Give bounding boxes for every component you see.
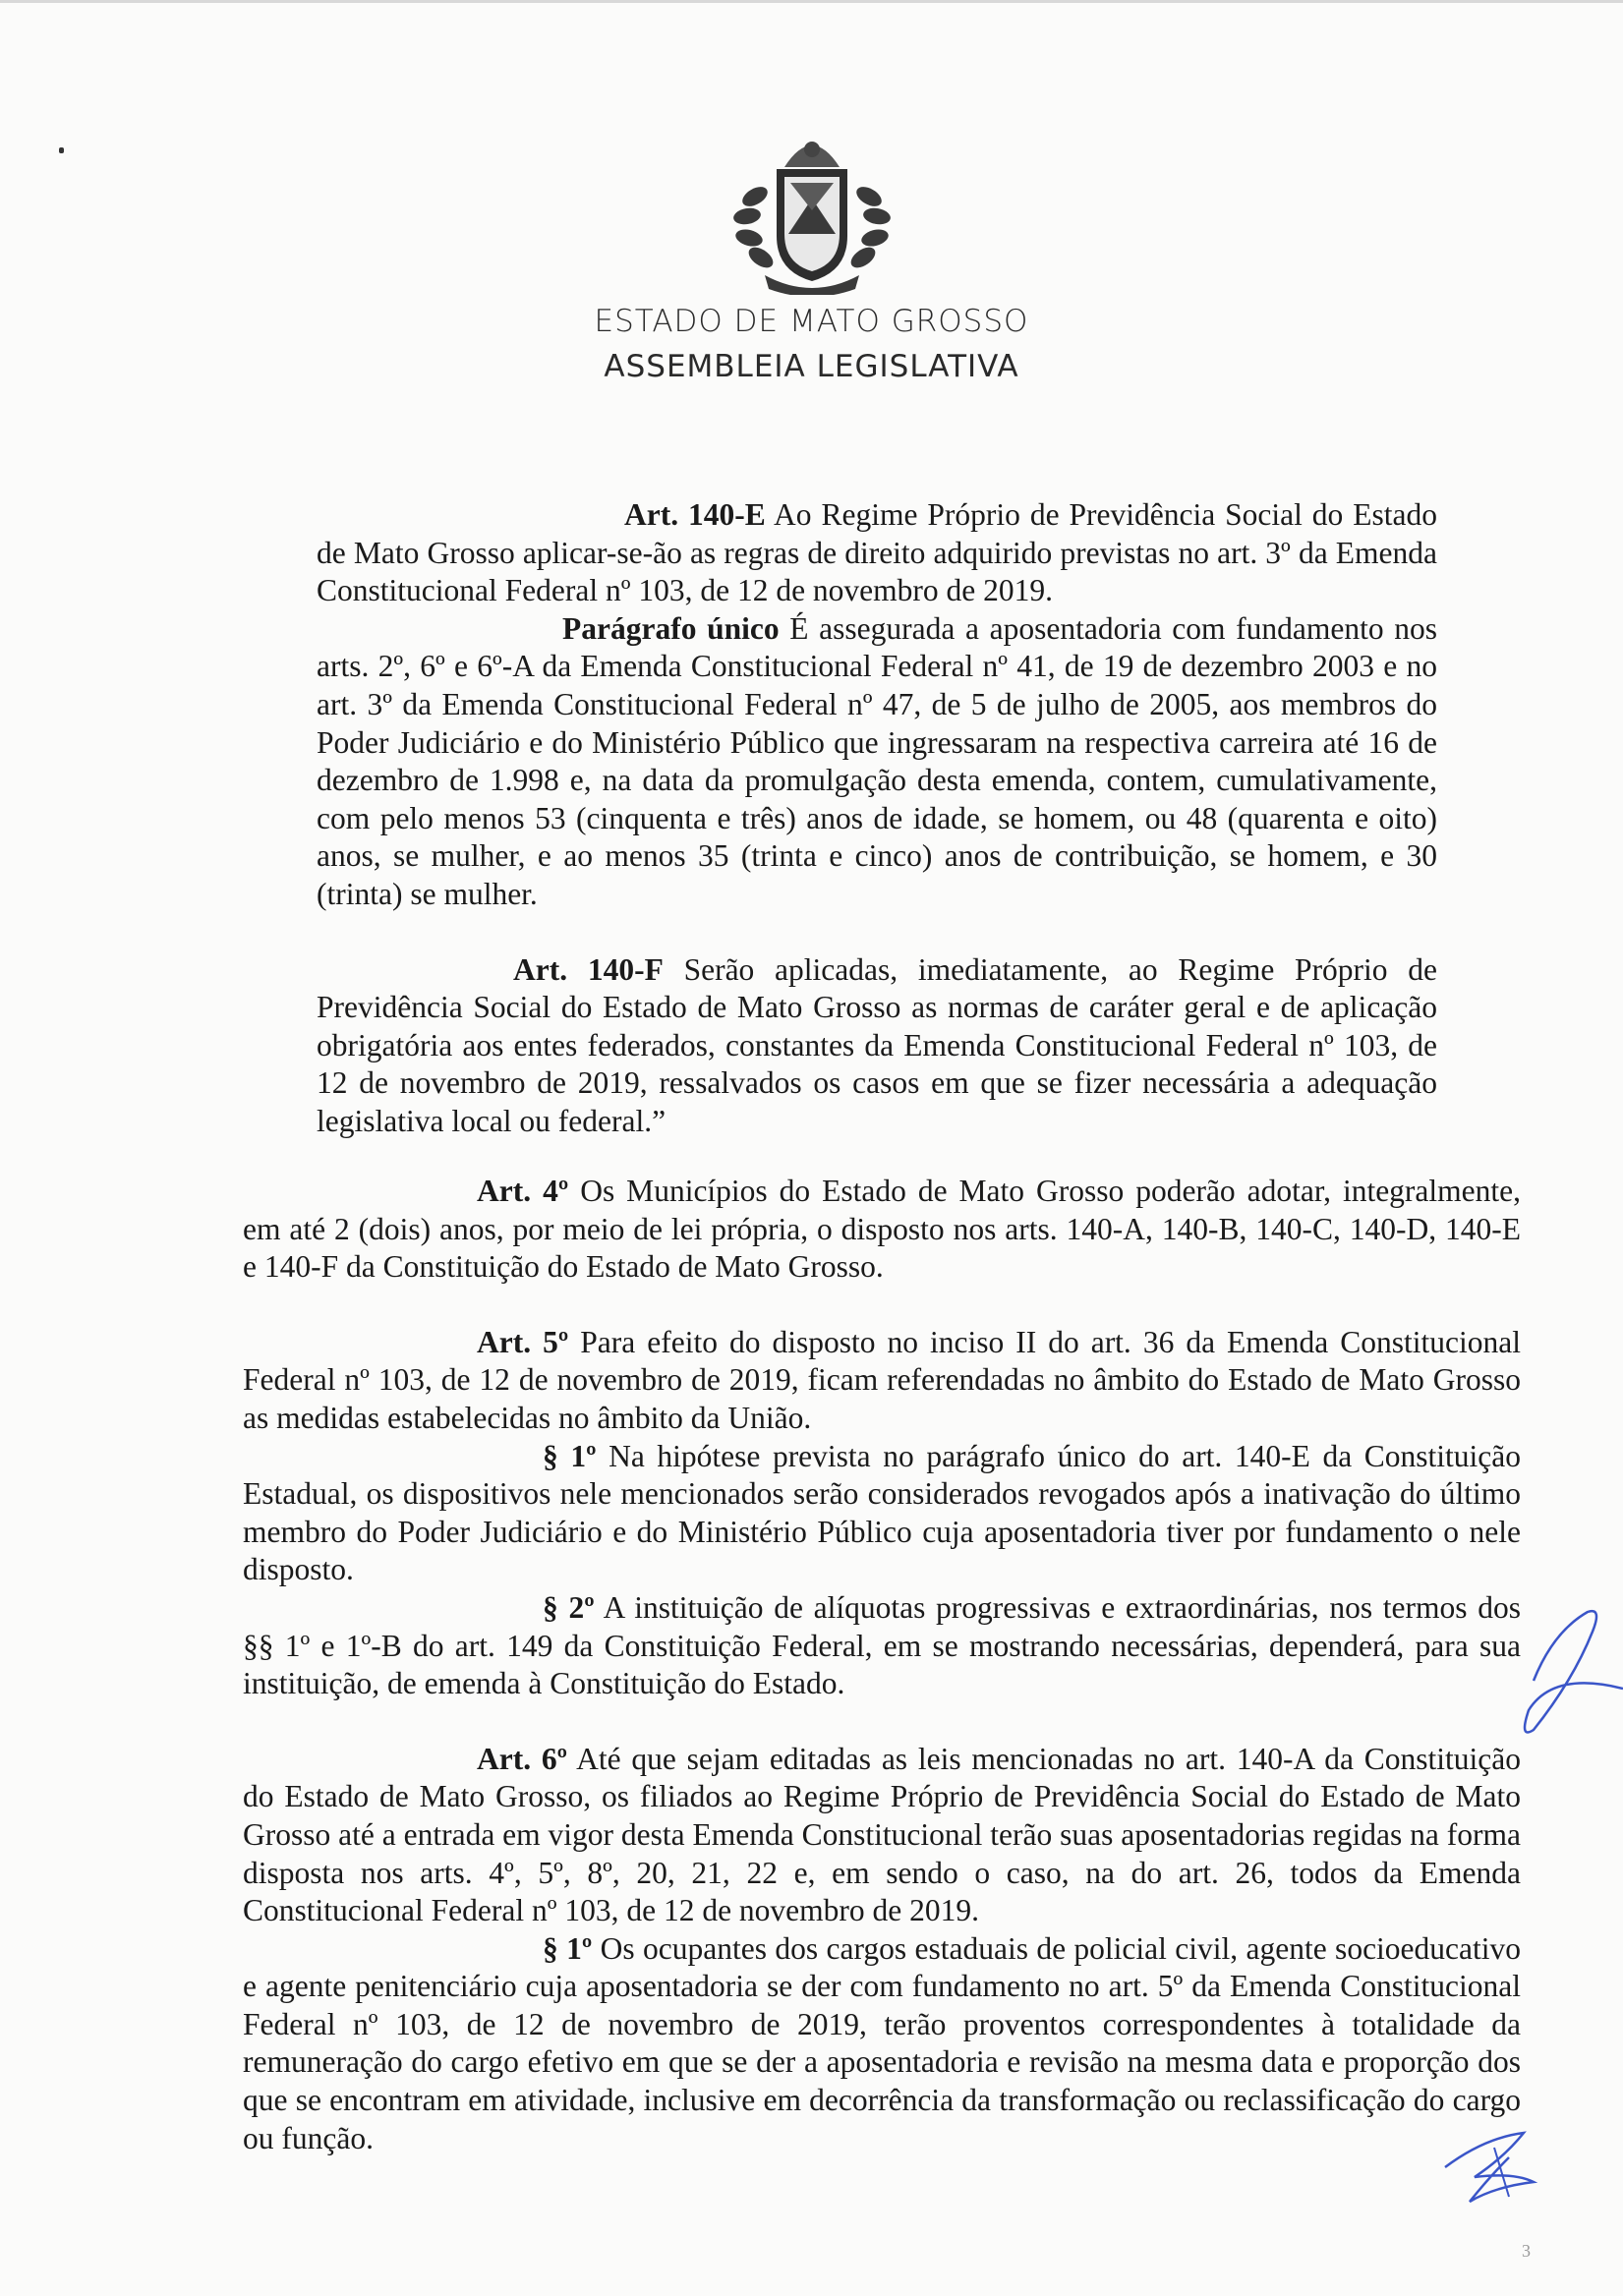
art-6-par-1-title: § 1º — [543, 1930, 593, 1966]
art-4 — [243, 1173, 1521, 1287]
art-6-par-1 — [243, 1930, 1521, 2158]
art-5-par-2 — [243, 1589, 1521, 1703]
art-5-title: Art. 5º — [477, 1324, 569, 1359]
art-140f — [317, 951, 1437, 1141]
art-6-par-1-text: Os ocupantes dos cargos estaduais de policial civil, agente socioeducativo e agente penitenciário cuja aposentadoria se der com fundamento no art. 5º da Emenda Constitucional Federal nº 103, de 12 de novembro de 2019, terão proventos correspondentes à totalidade da remuneração do cargo efetivo em que se der a aposentadoria e revisão na mesma data e proporção dos que se encontram em atividade, inclusive em decorrência da transformação ou reclassificação do cargo ou função. — [243, 1930, 1522, 2155]
art-5 — [243, 1324, 1521, 1438]
art-140e-text: Ao Regime Próprio de Previdência Social do Estado de Mato Grosso aplicar-se-ão as regras de direito adquirido previstas no art. 3º da Emenda Constitucional Federal nº 103, de 12 de novembro de 2019. — [317, 497, 1437, 608]
page-number: 3 — [1522, 2241, 1531, 2261]
articles-140-block — [317, 496, 1437, 1141]
assembly-name: ASSEMBLEIA LEGISLATIVA — [604, 349, 1019, 384]
art-5-text: Para efeito do disposto no inciso II do art. 36 da Emenda Constitucional Federal nº 103, de 12 de novembro de 2019, ficam referendadas no âmbito do Estado de Mato Grosso as medidas estabelecidas no âmbito da União. — [243, 1324, 1521, 1435]
signature-mark-lower — [1435, 2128, 1543, 2207]
document-header — [0, 128, 1623, 385]
scan-top-edge — [0, 0, 1623, 3]
art-6-title: Art. 6º — [477, 1741, 568, 1776]
paragrafo-unico-title: Parágrafo único — [562, 610, 780, 646]
state-name: ESTADO DE MATO GROSSO — [594, 304, 1029, 339]
art-6-text: Até que sejam editadas as leis mencionadas no art. 140-A da Constituição do Estado de Mato Grosso, os filiados ao Regime Próprio de Previdência Social do Estado de Mato Grosso até a entrada em vigor desta Emenda Constitucional terão suas aposentadorias regidas na forma disposta nos arts. 4º, 5º, 8º, 20, 21, 22 e, em sendo o caso, na do art. 26, todos da Emenda Constitucional Federal nº 103, de 12 de novembro de 2019. — [243, 1741, 1521, 1928]
art-140e-title: Art. 140-E — [624, 497, 766, 532]
art-5-par-1 — [243, 1438, 1521, 1589]
signature-mark-upper — [1494, 1592, 1623, 1740]
art-140f-title: Art. 140-F — [513, 951, 664, 987]
art-5-par-2-title: § 2º — [543, 1589, 595, 1625]
art-5-par-1-text: Na hipótese prevista no parágrafo único do art. 140-E da Constituição Estadual, os dispositivos nele mencionados serão considerados revogados após a inativação do último membro do Poder Judiciário e do Ministério Público cuja aposentadoria tiver por fundamento o nele disposto. — [243, 1438, 1521, 1587]
coat-of-arms-icon — [725, 128, 898, 295]
paragrafo-unico-text: É assegurada a aposentadoria com fundamento nos arts. 2º, 6º e 6º-A da Emenda Constitucional Federal nº 41, de 19 de dezembro 2003 e no art. 3º da Emenda Constitucional Federal nº 47, de 5 de julho de 2005, aos membros do Poder Judiciário e do Ministério Público que ingressaram na respectiva carreira até 16 de dezembro de 1.998 e, na data da promulgação desta emenda, contem, cumulativamente, com pelo menos 53 (cinquenta e três) anos de idade, se homem, ou 48 (quarenta e oito) anos, se mulher, e ao menos 35 (trinta e cinco) anos de contribuição, se homem, e 30 (trinta) se mulher. — [317, 610, 1437, 911]
art-5-par-2-text: A instituição de alíquotas progressivas e extraordinárias, nos termos dos §§ 1º e 1º-B do art. 149 da Constituição Federal, em se mostrando necessárias, dependerá, para sua instituição, de emenda à Constituição do Estado. — [243, 1589, 1521, 1701]
art-5-par-1-title: § 1º — [543, 1438, 597, 1473]
art-140f-text: Serão aplicadas, imediatamente, ao Regime Próprio de Previdência Social do Estado de Mato Grosso as normas de caráter geral e de aplicação obrigatória aos entes federados, constantes da Emenda Constitucional Federal nº 103, de 12 de novembro de 2019, ressalvados os casos em que se fizer necessária a adequação legislativa local ou federal.” — [317, 951, 1438, 1138]
art-4-text: Os Municípios do Estado de Mato Grosso poderão adotar, integralmente, em até 2 (dois) anos, por meio de lei própria, o disposto nos arts. 140-A, 140-B, 140-C, 140-D, 140-E e 140-F da Constituição do Estado de Mato Grosso. — [243, 1174, 1521, 1285]
art-140e — [317, 496, 1437, 610]
articles-main-block — [243, 1173, 1521, 2157]
art-140e-paragraph — [317, 610, 1437, 914]
art-4-title: Art. 4º — [477, 1174, 569, 1208]
art-6 — [243, 1741, 1521, 1930]
